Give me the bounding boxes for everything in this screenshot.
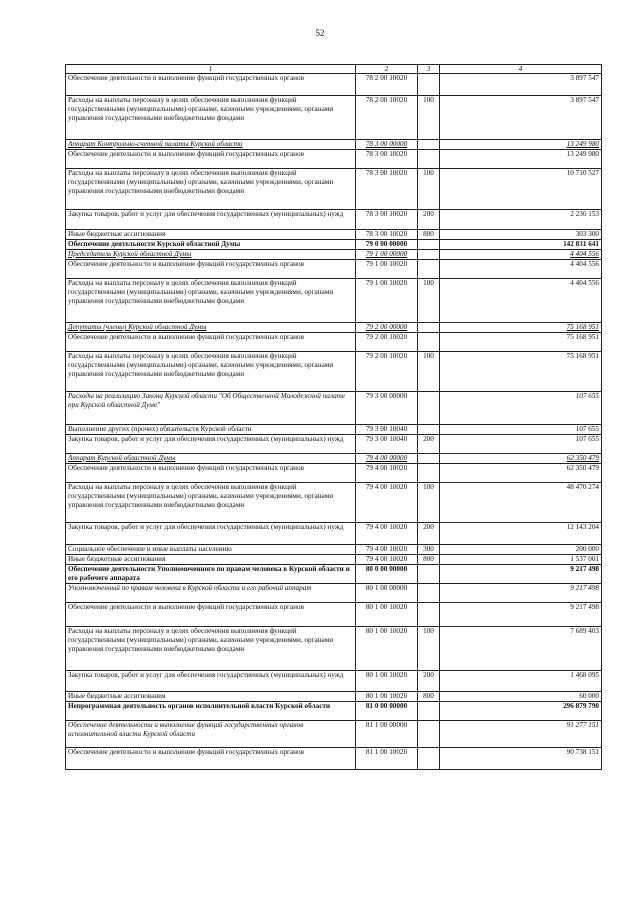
row-code: 81 1 00 00000 — [356, 721, 418, 748]
table-row — [66, 454, 602, 464]
row-vr: 800 — [418, 692, 440, 702]
row-amount: 10 710 527 — [440, 169, 602, 210]
row-amount: 200 000 — [440, 545, 602, 555]
row-name: Закупка товаров, работ и услуг для обеспечения государственных (муниципальных) нужд — [66, 435, 356, 454]
row-code: 79 4 00 10020 — [356, 464, 418, 483]
row-code: 79 4 00 00000 — [356, 454, 418, 464]
table-row — [66, 150, 602, 169]
row-vr: 100 — [418, 627, 440, 671]
table-row — [66, 671, 602, 692]
row-code: 79 1 00 00000 — [356, 250, 418, 260]
table-row — [66, 721, 602, 748]
row-amount: 75 168 951 — [440, 352, 602, 392]
row-name: Расходы на выплаты персоналу в целях обеспечения выполнения функций государственными (муниципальными) органами, казенными учреждениями, органами управления государственными внебюджетными фондами — [66, 169, 356, 210]
row-name: Обеспечение деятельности Курской областной Думы — [66, 240, 356, 250]
row-name: Аппарат Контрольно-счетной палаты Курской области — [66, 140, 356, 150]
row-code: 79 0 00 00000 — [356, 240, 418, 250]
row-name: Социальное обеспечение и иные выплаты населению — [66, 545, 356, 555]
row-code: 81 1 00 10020 — [356, 748, 418, 770]
row-amount: 75 168 951 — [440, 333, 602, 352]
row-code: 78 3 00 10020 — [356, 230, 418, 240]
row-vr: 100 — [418, 279, 440, 323]
row-name: Расходы на выплаты персоналу в целях обеспечения выполнения функций государственными (муниципальными) органами, казенными учреждениями, органами управления государственными внебюджетными фондами — [66, 627, 356, 671]
row-vr: 200 — [418, 671, 440, 692]
header-col-name: 1 — [66, 65, 356, 74]
table-row — [66, 483, 602, 523]
row-vr — [418, 333, 440, 352]
row-vr: 100 — [418, 483, 440, 523]
row-vr: 800 — [418, 555, 440, 565]
row-vr — [418, 240, 440, 250]
row-vr — [418, 260, 440, 279]
row-amount: 107 655 — [440, 392, 602, 425]
row-vr — [418, 323, 440, 333]
row-vr — [418, 702, 440, 721]
row-code: 78 3 00 10020 — [356, 210, 418, 230]
row-amount: 4 404 556 — [440, 279, 602, 323]
row-code: 79 1 00 10020 — [356, 279, 418, 323]
row-name: Закупка товаров, работ и услуг для обеспечения государственных (муниципальных) нужд — [66, 671, 356, 692]
table-row — [66, 240, 602, 250]
table-row — [66, 260, 602, 279]
table-row — [66, 603, 602, 627]
row-amount: 107 655 — [440, 435, 602, 454]
table-row — [66, 565, 602, 584]
row-name: Уполномоченный по правам человека в Курской области и его рабочий аппарат — [66, 584, 356, 603]
row-name: Расходы на выплаты персоналу в целях обеспечения выполнения функций государственными (муниципальными) органами, казенными учреждениями, органами управления государственными внебюджетными фондами — [66, 483, 356, 523]
table-row — [66, 464, 602, 483]
table-row — [66, 230, 602, 240]
row-amount: 4 404 556 — [440, 260, 602, 279]
row-amount: 3 897 547 — [440, 74, 602, 96]
row-name: Председатель Курской областной Думы — [66, 250, 356, 260]
row-code: 80 1 00 10020 — [356, 603, 418, 627]
row-amount: 48 470 274 — [440, 483, 602, 523]
table-header — [66, 65, 602, 74]
row-vr — [418, 584, 440, 603]
row-code: 80 1 00 00000 — [356, 584, 418, 603]
table-row — [66, 250, 602, 260]
row-amount: 1 468 095 — [440, 671, 602, 692]
row-vr — [418, 748, 440, 770]
header-col-amount: 4 — [440, 65, 602, 74]
row-amount: 1 537 001 — [440, 555, 602, 565]
row-vr — [418, 565, 440, 584]
page-number: 52 — [315, 28, 325, 38]
row-vr — [418, 140, 440, 150]
row-code: 79 2 00 10020 — [356, 333, 418, 352]
table-row — [66, 392, 602, 425]
row-vr — [418, 425, 440, 435]
table-row — [66, 545, 602, 555]
row-name: Выполнение других (прочих) обязательств Курской области — [66, 425, 356, 435]
row-amount: 9 217 498 — [440, 603, 602, 627]
row-vr — [418, 454, 440, 464]
row-code: 78 2 00 10020 — [356, 96, 418, 140]
row-amount: 75 168 951 — [440, 323, 602, 333]
table-row — [66, 555, 602, 565]
row-vr — [418, 74, 440, 96]
row-amount: 60 000 — [440, 692, 602, 702]
row-name: Обеспечение деятельности и выполнение функций государственных органов — [66, 150, 356, 169]
row-vr: 200 — [418, 210, 440, 230]
row-amount: 3 897 547 — [440, 96, 602, 140]
table-row — [66, 279, 602, 323]
table-row — [66, 748, 602, 770]
table-row — [66, 627, 602, 671]
row-amount: 13 249 980 — [440, 140, 602, 150]
row-name: Обеспечение деятельности и выполнение функций государственных органов — [66, 333, 356, 352]
row-name: Иные бюджетные ассигнования — [66, 230, 356, 240]
row-vr — [418, 392, 440, 425]
table-row — [66, 584, 602, 603]
table-row — [66, 323, 602, 333]
row-name: Обеспечение деятельности и выполнение функций государственных органов — [66, 74, 356, 96]
row-amount: 296 879 790 — [440, 702, 602, 721]
row-name: Расходы на реализацию Закона Курской области "Об Общественной Молодежной палате при Курской областной Думе" — [66, 392, 356, 425]
row-code: 79 3 00 10040 — [356, 425, 418, 435]
row-vr: 200 — [418, 523, 440, 545]
row-name: Обеспечение деятельности и выполнение функций государственных органов — [66, 260, 356, 279]
row-amount: 62 350 479 — [440, 464, 602, 483]
row-code: 78 3 00 00000 — [356, 140, 418, 150]
row-code: 78 3 00 10020 — [356, 150, 418, 169]
row-code: 80 1 00 10020 — [356, 692, 418, 702]
row-code: 78 2 00 10020 — [356, 74, 418, 96]
row-code: 78 3 00 10020 — [356, 169, 418, 210]
row-name: Закупка товаров, работ и услуг для обеспечения государственных (муниципальных) нужд — [66, 523, 356, 545]
row-amount: 90 738 151 — [440, 748, 602, 770]
table-row — [66, 169, 602, 210]
table-row — [66, 74, 602, 96]
table-row — [66, 692, 602, 702]
row-name: Непрограммная деятельность органов исполнительной власти Курской области — [66, 702, 356, 721]
row-amount: 9 217 498 — [440, 584, 602, 603]
row-name: Расходы на выплаты персоналу в целях обеспечения выполнения функций государственными (муниципальными) органами, казенными учреждениями, органами управления государственными внебюджетными фондами — [66, 96, 356, 140]
table-body — [66, 74, 602, 770]
row-code: 79 3 00 00000 — [356, 392, 418, 425]
row-name: Аппарат Курской областной Думы — [66, 454, 356, 464]
row-amount: 13 249 980 — [440, 150, 602, 169]
row-vr — [418, 603, 440, 627]
row-amount: 303 300 — [440, 230, 602, 240]
row-vr: 100 — [418, 352, 440, 392]
row-amount: 2 236 153 — [440, 210, 602, 230]
row-code: 80 1 00 10020 — [356, 627, 418, 671]
row-code: 79 4 00 10020 — [356, 545, 418, 555]
row-name: Обеспечение деятельности и выполнение функций государственных органов — [66, 464, 356, 483]
row-name: Иные бюджетные ассигнования — [66, 692, 356, 702]
row-vr: 300 — [418, 545, 440, 555]
table-row — [66, 702, 602, 721]
row-name: Расходы на выплаты персоналу в целях обеспечения выполнения функций государственными (муниципальными) органами, казенными учреждениями, органами управления государственными внебюджетными фондами — [66, 279, 356, 323]
row-code: 79 4 00 10020 — [356, 483, 418, 523]
row-code: 79 1 00 10020 — [356, 260, 418, 279]
header-col-vr: 3 — [418, 65, 440, 74]
table-row — [66, 523, 602, 545]
row-name: Закупка товаров, работ и услуг для обеспечения государственных (муниципальных) нужд — [66, 210, 356, 230]
table-row — [66, 96, 602, 140]
row-vr: 800 — [418, 230, 440, 240]
row-name: Обеспечение деятельности и выполнение функций государственных органов — [66, 748, 356, 770]
row-amount: 12 143 204 — [440, 523, 602, 545]
row-code: 79 2 00 00000 — [356, 323, 418, 333]
row-vr — [418, 250, 440, 260]
header-row — [66, 65, 602, 74]
row-name: Обеспечение деятельности Уполномоченного по правам человека в Курской области и его рабочего аппарата — [66, 565, 356, 584]
row-amount: 142 831 641 — [440, 240, 602, 250]
row-amount: 7 689 403 — [440, 627, 602, 671]
table-row — [66, 435, 602, 454]
row-vr: 200 — [418, 435, 440, 454]
row-amount: 4 404 556 — [440, 250, 602, 260]
row-name: Обеспечение деятельности и выполнение функций государственных органов — [66, 603, 356, 627]
row-code: 79 2 00 10020 — [356, 352, 418, 392]
table-row — [66, 210, 602, 230]
row-name: Расходы на выплаты персоналу в целях обеспечения выполнения функций государственными (муниципальными) органами, казенными учреждениями, органами управления государственными внебюджетными фондами — [66, 352, 356, 392]
row-code: 79 3 00 10040 — [356, 435, 418, 454]
row-code: 80 0 00 00000 — [356, 565, 418, 584]
table-row — [66, 352, 602, 392]
table-row — [66, 333, 602, 352]
row-name: Обеспечение деятельности и выполнение функций государственных органов исполнительной власти Курской области — [66, 721, 356, 748]
row-vr — [418, 721, 440, 748]
row-code: 80 1 00 10020 — [356, 671, 418, 692]
budget-table — [65, 64, 602, 770]
table-row — [66, 140, 602, 150]
row-code: 79 4 00 10020 — [356, 523, 418, 545]
row-amount: 62 350 479 — [440, 454, 602, 464]
row-amount: 107 655 — [440, 425, 602, 435]
header-col-code: 2 — [356, 65, 418, 74]
table-row — [66, 425, 602, 435]
row-vr — [418, 150, 440, 169]
row-code: 79 4 00 10020 — [356, 555, 418, 565]
row-code: 81 0 00 00000 — [356, 702, 418, 721]
row-amount: 9 217 498 — [440, 565, 602, 584]
row-name: Иные бюджетные ассигнования — [66, 555, 356, 565]
row-vr — [418, 464, 440, 483]
row-vr: 100 — [418, 96, 440, 140]
row-amount: 91 277 151 — [440, 721, 602, 748]
row-vr: 100 — [418, 169, 440, 210]
row-name: Депутаты (члены) Курской областной Думы — [66, 323, 356, 333]
